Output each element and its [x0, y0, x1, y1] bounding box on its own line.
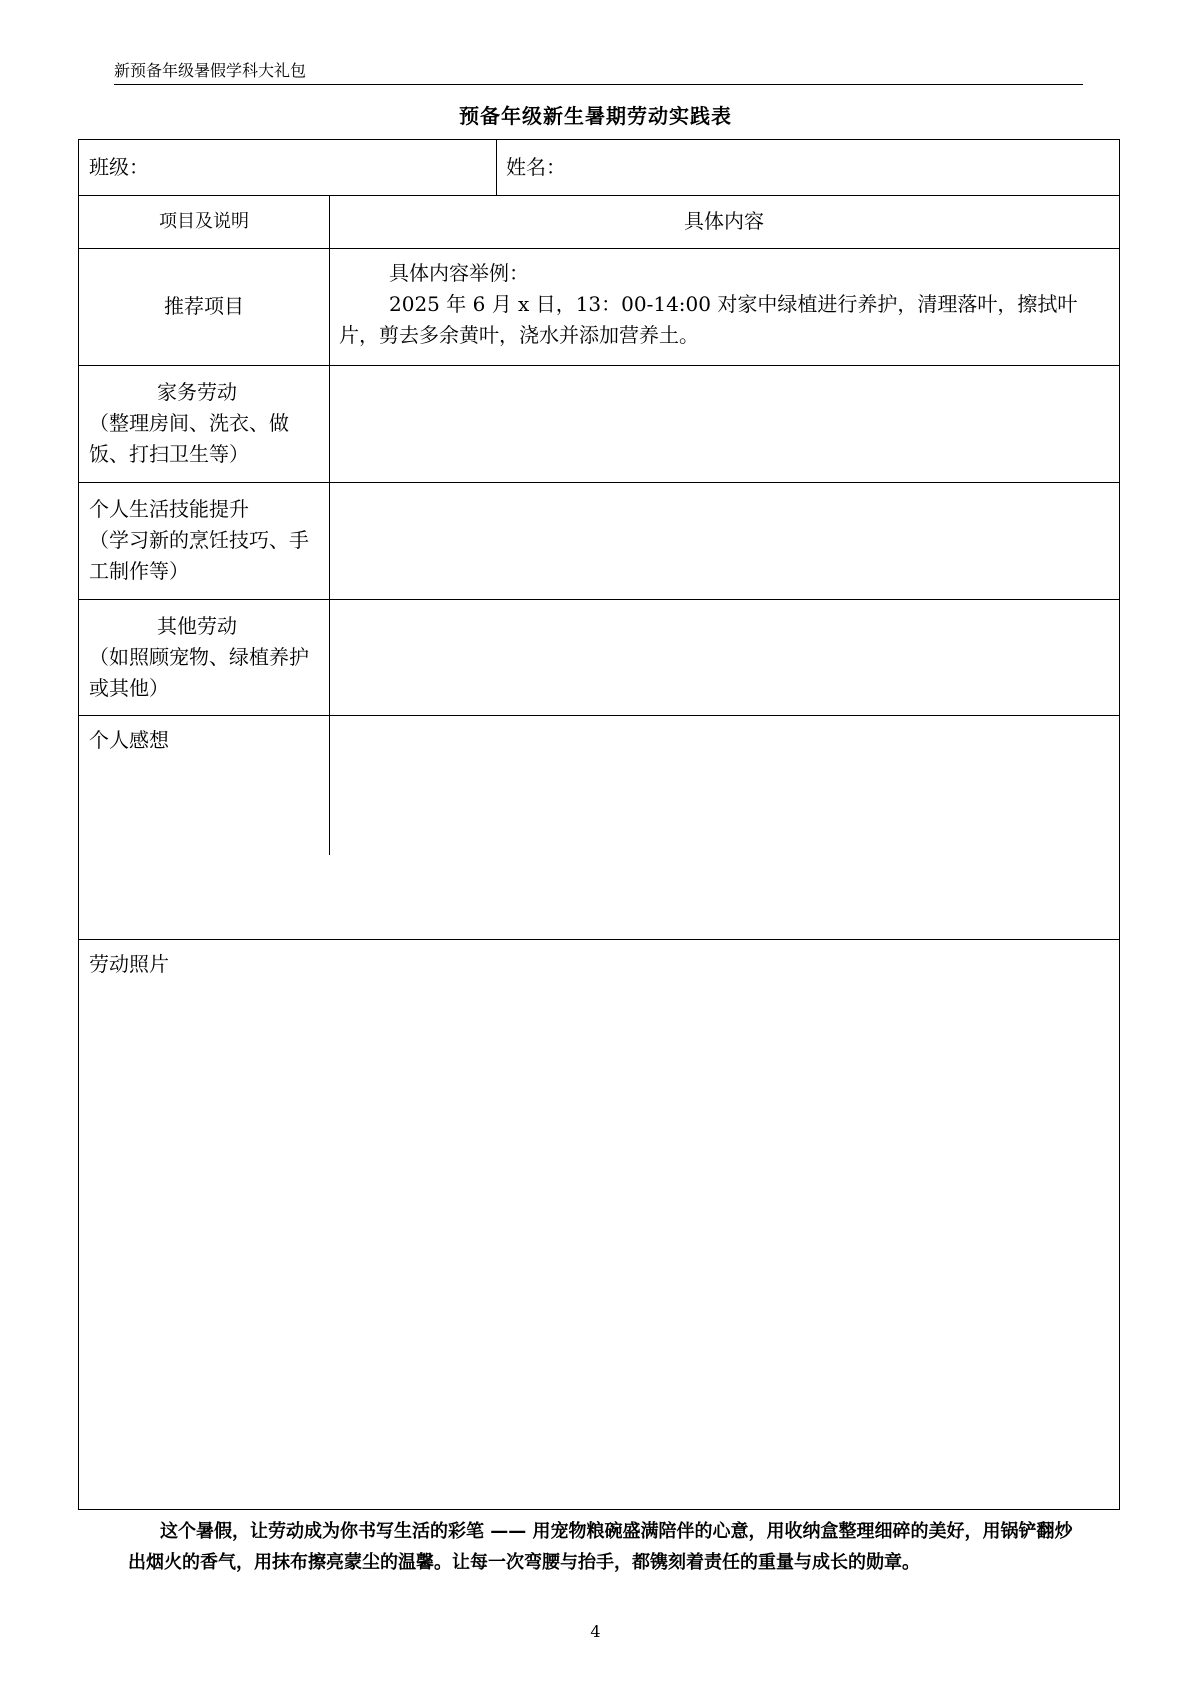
class-field[interactable] [79, 140, 496, 195]
closing-paragraph: 这个暑假，让劳动成为你书写生活的彩笔 —— 用宠物粮碗盛满陪伴的心意，用收纳盒整理细碎的美好，用锅铲翻炒出烟火的香气，用抹布擦亮蒙尘的温馨。让每一次弯腰与抬手，都镌刻着责任的重量与成长的勋章。 [128, 1521, 1073, 1573]
column-header-content [329, 195, 1119, 248]
header-divider [114, 84, 1083, 85]
page-number: 4 [590, 1622, 601, 1641]
category-other-labor [79, 599, 329, 715]
recommended-label-cell [79, 248, 329, 365]
column-header-item [79, 195, 329, 248]
reflection-cell[interactable] [79, 715, 1119, 939]
labor-practice-form [78, 139, 1120, 1510]
column-header-item-label: 项目及说明 [159, 211, 249, 232]
other-labor-content-cell[interactable] [329, 599, 1119, 715]
example-text: 2025 年 6 月 x 日，13：00-14:00 对家中绿植进行养护，清理落叶，擦拭叶片，剪去多余黄叶，浇水并添加营养土。 [339, 292, 1078, 347]
category-description: （学习新的烹饪技巧、手工制作等） [89, 528, 309, 583]
housework-content-cell[interactable] [329, 365, 1119, 482]
column-header-content-label: 具体内容 [684, 209, 764, 233]
life-skills-content-cell[interactable] [329, 482, 1119, 599]
category-description: （如照顾宠物、绿植养护或其他） [89, 645, 309, 700]
photo-label: 劳动照片 [89, 952, 169, 976]
name-field[interactable] [496, 140, 1119, 195]
page-header: 新预备年级暑假学科大礼包 [114, 61, 307, 80]
category-housework [79, 365, 329, 482]
category-name: 个人生活技能提升 [89, 497, 249, 521]
photo-cell[interactable] [79, 939, 1119, 1509]
class-label: 班级： [89, 155, 149, 179]
recommended-example-cell[interactable] [329, 248, 1119, 365]
category-name: 其他劳动 [157, 614, 237, 638]
reflection-label: 个人感想 [89, 728, 169, 752]
form-title: 预备年级新生暑期劳动实践表 [459, 104, 732, 128]
category-description: （整理房间、洗衣、做饭、打扫卫生等） [89, 411, 289, 466]
recommended-label: 推荐项目 [164, 294, 244, 318]
category-life-skills [79, 482, 329, 599]
example-intro: 具体内容举例： [389, 261, 529, 285]
category-name: 家务劳动 [157, 380, 237, 404]
name-label: 姓名： [506, 155, 566, 179]
